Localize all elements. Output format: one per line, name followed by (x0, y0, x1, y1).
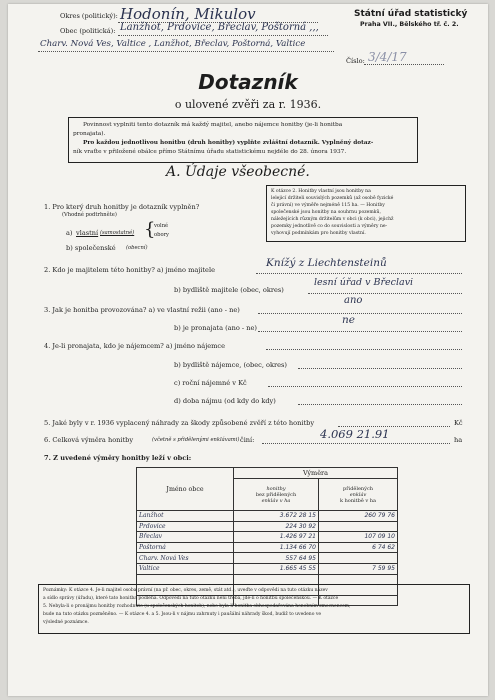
col-header-obec: Jméno obce (137, 468, 234, 511)
footnote-box (38, 584, 470, 634)
q6-line (262, 443, 450, 444)
col-header-enklavy (319, 479, 398, 511)
okres-value: Hodonín, Mikulov (120, 5, 256, 23)
row-obec: Poštorná (137, 542, 234, 553)
q4-a-line (266, 349, 462, 350)
office-address: Praha VII., Bělského tř. č. 2. (360, 21, 459, 28)
row-honitby: 3.672 28 15 (234, 511, 319, 522)
q2-b-value: lesní úřad v Břeclavi (314, 277, 414, 288)
q4-b-line (298, 368, 462, 369)
row-enklavy: 7 59 95 (319, 563, 398, 574)
q3-b-value: ne (342, 314, 355, 326)
q3-b-line (258, 331, 462, 332)
table-row (137, 532, 398, 543)
col-header-honitby (234, 479, 319, 511)
sidenote-line: společenské jsou honitby na souhrnu pozemků, (271, 210, 381, 215)
notice-box (68, 117, 418, 163)
sidenote-box (266, 185, 466, 242)
sidenote-line: lelejicí držiteli souvislých pozemků (až osobě fyzické (271, 196, 394, 201)
table-row (137, 511, 398, 522)
sidenote-line: pozemky jednotlivě co do souvislosti a výměry ne- (271, 224, 388, 229)
table-row (137, 553, 398, 564)
row-obec: Lanžhot (137, 511, 234, 522)
q2-label: 2. Kdo je majitelem této honitby? a) jméno majitele (44, 266, 215, 274)
sidenote-line: náležejících různým držitelům v obci (k obci), jejichž (271, 217, 394, 222)
q1-brace-l2: obory (154, 232, 169, 238)
row-enklavy: 6 74 62 (319, 542, 398, 553)
q2-a-value: Knížý z Liechtensteinů (266, 257, 387, 269)
col-b-l2: enkláv (349, 491, 367, 498)
q1-a-paren: (samostatné) (100, 230, 135, 236)
col-a-l1: honitby (266, 485, 286, 492)
q5-label: 5. Jaké byly v r. 1936 vyplacený náhrady za škody způsobené zvěří z této honitby (44, 419, 315, 427)
footnote-line: a sídlo správy (úřadu), které tato honitba podléhá. Odpovědi na tuto otázku není třeba, jde-li o honitbu společenskou. — K otázce (43, 596, 339, 601)
q1-a-prefix: a) (66, 229, 73, 237)
sidenote-line: K otázce 2. Honitby vlastní jsou honitby na (271, 189, 371, 194)
q1-hint: (Vhodné podtrhněte) (62, 212, 117, 218)
q6-value: 4.069 21.91 (320, 427, 390, 441)
q2-a-line (256, 273, 462, 274)
q4-c-line (268, 386, 462, 387)
row-honitby: 1.665 45 55 (234, 563, 319, 574)
q4-c-label: c) roční nájemné v Kč (174, 379, 247, 387)
subtitle: o ulovené zvěři za r. 1936. (174, 98, 322, 111)
q1-brace: { (144, 219, 156, 240)
table-row (137, 563, 398, 574)
q1-b-paren: (obecní) (126, 245, 148, 251)
row-enklavy: 107 09 10 (319, 532, 398, 543)
q4-d-label: d) doba nájmu (od kdy do kdy) (174, 397, 276, 405)
questionnaire-page (8, 4, 488, 696)
sidenote-line: či právní) ve výměře nejméně 115 ha. — Honitby (271, 203, 385, 208)
obec-line (118, 35, 328, 36)
cislo-value: 3/4/17 (368, 50, 407, 64)
row-enklavy: 260 79 76 (319, 511, 398, 522)
q3-label: 3. Jak je honitba provozována? a) ve vlastní režii (ano - ne) (44, 306, 240, 314)
q3-a-value: ano (344, 295, 363, 306)
row-honitby: 1.426 97 21 (234, 532, 319, 543)
obec-value-line2: Charv. Nová Ves, Valtice , Lanžhot, Břeclav, Poštorná, Valtice (40, 39, 306, 49)
q4-b-label: b) bydliště nájemce, (obec, okres) (174, 361, 287, 369)
sidenote-line: vyhovují podmínkám pro honitby vlastní. (271, 231, 366, 236)
col-header-vymera: Výměra (234, 468, 398, 479)
footnote-line: výsledné poznámce. (43, 620, 89, 625)
q3-a-line (258, 313, 462, 314)
obec-line-2 (38, 51, 334, 52)
q1-brace-l1: volné (154, 223, 169, 229)
col-b-l3: k honitbě v ha (339, 497, 377, 504)
q4-label: 4. Je-li pronajata, kdo je nájemcem? a) jméno nájemce (44, 342, 226, 350)
q7-label: 7. Z uvedené výměry honitby leží v obci: (44, 454, 192, 462)
footnote-line: 5. Nebyla-li o pronájmu honitby rozhodnuto (u společenských honiteb), nebo byla-li honitba obhospodařována honebním zmocnencem, (43, 604, 351, 609)
obec-label: Obec (politická): (60, 27, 116, 35)
section-a-heading: A. Údaje všeobecné. (166, 164, 310, 180)
row-enklavy (319, 553, 398, 564)
row-obec: Charv. Nová Ves (137, 553, 234, 564)
office-name: Státní úřad statistický (354, 9, 468, 19)
q1-a-value: vlastní (76, 229, 99, 237)
footnote-line: bude na tuto otázku pozměněno. — K otázce 4. a 5. Jsou-li v nájmu zahrnuty i paušální náhrady škod, budiž to uvedeno ve (43, 612, 322, 617)
row-honitby: 557 64 95 (234, 553, 319, 564)
q4-d-line (298, 404, 462, 405)
table-row (137, 521, 398, 532)
obec-value-line1: Lanžhot, Prdovice, Břeclav, Poštorná ,,, (120, 22, 319, 33)
q6-paren: (včetně s přidělenými enklávami) (152, 437, 240, 443)
q2-b-label: b) bydliště majitele (obec, okres) (174, 286, 284, 294)
q3-b-label: b) je pronajata (ano - ne) (174, 324, 257, 332)
row-enklavy (319, 521, 398, 532)
q5-unit: Kč (454, 419, 463, 427)
row-obec: Valtice (137, 563, 234, 574)
notice-line3: Pro každou jednotlivou honitbu (druh honitby) vyplňte zvláštní dotazník. Vyplněný dotaz- (83, 140, 374, 146)
q6-unit: ha (454, 436, 463, 444)
notice-line1: Povinnost vyplniti tento dotazník má každý majitel, anebo nájemce honitby (je-li honitba (83, 122, 343, 128)
row-obec: Břeclav (137, 532, 234, 543)
cislo-label: Číslo: (346, 57, 365, 65)
row-honitby: 224 30 92 (234, 521, 319, 532)
q2-b-line (308, 293, 462, 294)
notice-line4: ník vraťte v přiložené obálce přímo Státnímu úřadu statistickému nejdéle do 28. února 1937. (73, 149, 347, 155)
q6-label: 6. Celková výměra honitby (44, 436, 134, 444)
title: Dotazník (198, 70, 298, 94)
notice-line2: pronajata). (73, 131, 106, 137)
col-a-l2: bez přidělených (255, 491, 297, 498)
row-honitby: 1.134 66 70 (234, 542, 319, 553)
col-b-l1: přidělených (343, 485, 373, 492)
footnote-line: Poznámky: K otázce 4. Je-li majitel osoba právní (na př. obec, okres, země, stát atd.), uveďte v odpovědi na tuto otázku název (43, 588, 328, 593)
okres-label: Okres (politický): (60, 12, 118, 20)
q1-b-label: b) společenské (66, 244, 116, 252)
row-obec: Prdovice (137, 521, 234, 532)
col-a-l3: enkláv v ha (261, 497, 291, 504)
q6-suffix: činí: (240, 436, 255, 444)
q1-label: 1. Pro který druh honitby je dotazník vyplněn? (44, 203, 200, 211)
cislo-line (364, 64, 444, 65)
table-row (137, 542, 398, 553)
